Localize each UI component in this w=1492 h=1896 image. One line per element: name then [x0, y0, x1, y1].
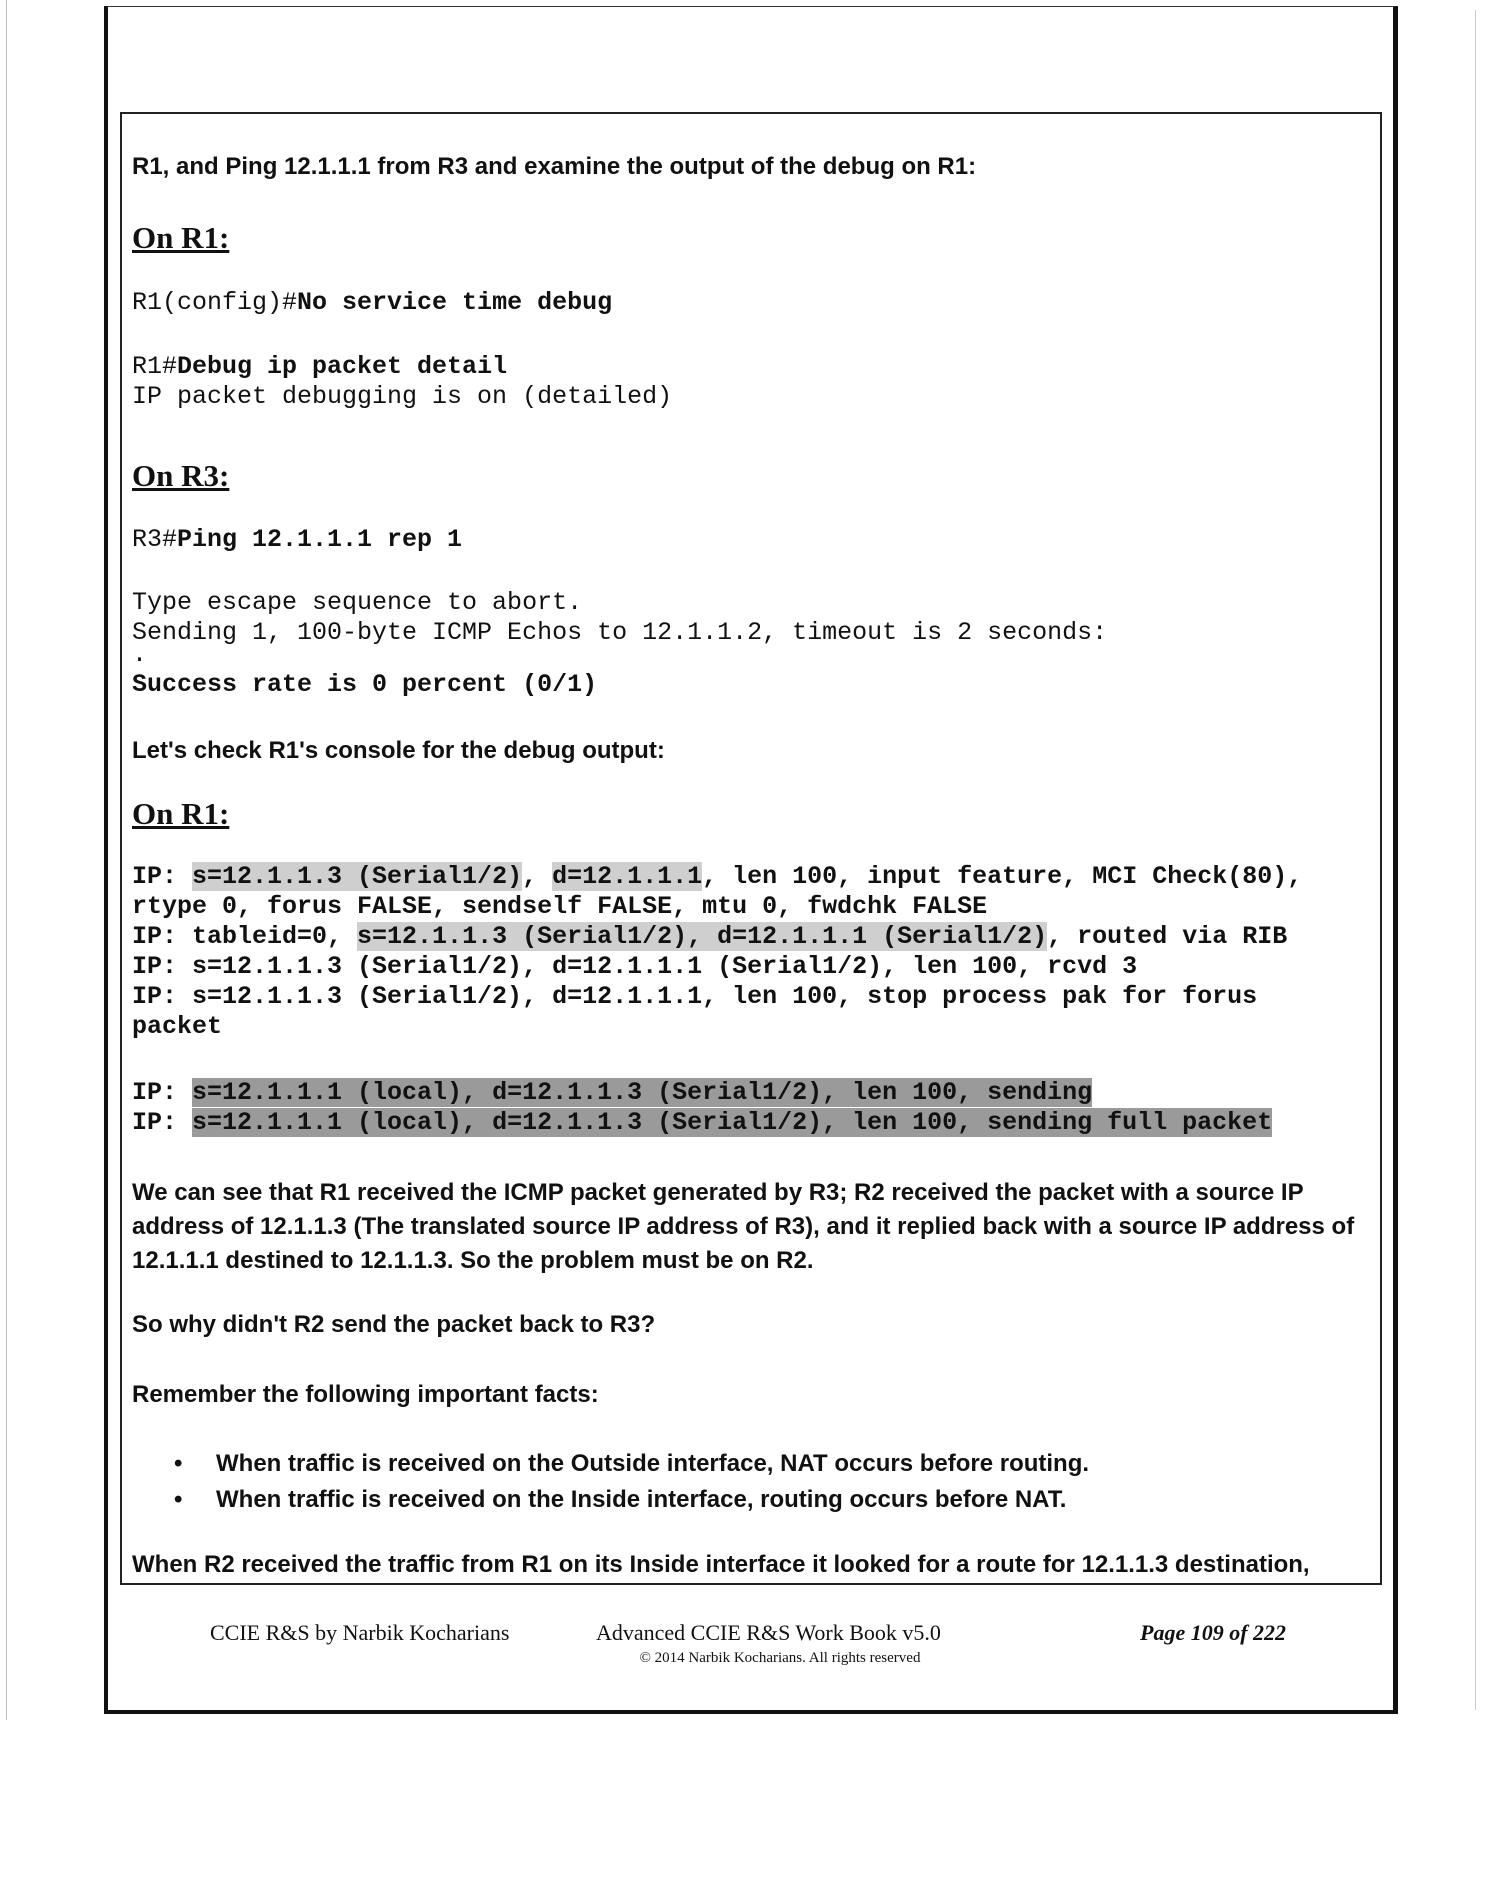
debug-prefix: IP: [132, 862, 193, 891]
intro-line: R1, and Ping 12.1.1.1 from R3 and examine the output of the debug on R1: [132, 153, 977, 180]
section-heading-r3: On R3: [132, 458, 230, 493]
bullet-icon: • [174, 1450, 183, 1477]
ping-output-line-1: Type escape sequence to abort. [132, 588, 583, 617]
footer-copyright: © 2014 Narbik Kocharians. All rights reserved [639, 1650, 921, 1666]
debug-line-1 [132, 862, 1302, 892]
debug-line-3 [132, 922, 1302, 952]
scan-edge-line-left [6, 0, 7, 1720]
cmd-text: Debug ip packet detail [177, 352, 508, 381]
cmd-prompt: R3# [132, 525, 178, 554]
debug-prefix: IP: tableid=0, [132, 922, 358, 951]
debug-line-8 [132, 1108, 1272, 1138]
ping-output-line-2: Sending 1, 100-byte ICMP Echos to 12.1.1.2, timeout is 2 seconds: [132, 618, 1108, 647]
highlight-reply: s=12.1.1.1 (local), d=12.1.1.3 (Serial1/2), len 100, sending [192, 1078, 1093, 1107]
r1-debug-output: IP packet debugging is on (detailed) [132, 382, 673, 411]
r1-config-command [132, 288, 612, 318]
fact-item [174, 1482, 1374, 1518]
debug-line-2: rtype 0, forus FALSE, sendself FALSE, mtu 0, fwdchk FALSE [132, 892, 988, 921]
section-heading-r1: On R1: [132, 220, 230, 255]
r1-debug-command [132, 352, 507, 382]
debug-prefix: IP: [132, 1108, 193, 1137]
fact-text: When traffic is received on the Inside interface, routing occurs before NAT. [216, 1486, 1067, 1513]
cmd-prompt: R1(config)# [132, 288, 298, 317]
cmd-text: No service time debug [297, 288, 613, 317]
paragraph-analysis [132, 1176, 1354, 1278]
highlight-dest: d=12.1.1.1 [552, 862, 703, 891]
cmd-text: Ping 12.1.1.1 rep 1 [177, 525, 463, 554]
fact-item [174, 1446, 1374, 1482]
debug-line-5: IP: s=12.1.1.3 (Serial1/2), d=12.1.1.1, len 100, stop process pak for forus [132, 982, 1258, 1011]
footer-book-title: Advanced CCIE R&S Work Book v5.0 [596, 1620, 941, 1645]
debug-rest: , routed via RIB [1047, 922, 1288, 951]
debug-line-4: IP: s=12.1.1.3 (Serial1/2), d=12.1.1.1 (Serial1/2), len 100, rcvd 3 [132, 952, 1138, 981]
highlight-reply-full: s=12.1.1.1 (local), d=12.1.1.3 (Serial1/2), len 100, sending full packet [192, 1108, 1273, 1137]
facts-intro: Remember the following important facts: [132, 1381, 599, 1408]
content-box [120, 112, 1382, 1585]
cmd-prompt: R1# [132, 352, 178, 381]
check-line: Let's check R1's console for the debug output: [132, 737, 665, 764]
bullet-icon: • [174, 1486, 183, 1513]
ping-output-line-3: . [132, 640, 148, 669]
scan-edge-line-right [1475, 10, 1476, 1710]
footer-author: CCIE R&S by Narbik Kocharians [210, 1620, 510, 1645]
footer-page-number: Page 109 of 222 [1140, 1620, 1287, 1645]
debug-output [132, 862, 1302, 1042]
highlight-source: s=12.1.1.3 (Serial1/2) [192, 862, 523, 891]
paragraph-line: We can see that R1 received the ICMP packet generated by R3; R2 received the packet with a source IP [132, 1179, 1304, 1206]
debug-line-6: packet [132, 1012, 223, 1041]
fact-text: When traffic is received on the Outside interface, NAT occurs before routing. [216, 1450, 1090, 1477]
debug-prefix: IP: [132, 1078, 193, 1107]
paragraph-line: 12.1.1.1 destined to 12.1.1.3. So the problem must be on R2. [132, 1247, 814, 1274]
debug-line-7 [132, 1078, 1272, 1108]
question-line: So why didn't R2 send the packet back to R3? [132, 1311, 656, 1338]
debug-rest: , len 100, input feature, MCI Check(80), [702, 862, 1303, 891]
ping-result: Success rate is 0 percent (0/1) [132, 670, 598, 699]
debug-sep: , [522, 862, 553, 891]
section-heading-r1-debug: On R1: [132, 796, 230, 831]
highlight-route: s=12.1.1.3 (Serial1/2), d=12.1.1.1 (Serial1/2) [357, 922, 1048, 951]
debug-output-reply [132, 1078, 1272, 1138]
facts-list [132, 1446, 1374, 1518]
last-line: When R2 received the traffic from R1 on its Inside interface it looked for a route for 12.1.1.3 destination, [132, 1551, 1310, 1578]
paragraph-line: address of 12.1.1.3 (The translated source IP address of R3), and it replied back with a source IP address of [132, 1213, 1355, 1240]
r3-ping-command [132, 525, 462, 555]
